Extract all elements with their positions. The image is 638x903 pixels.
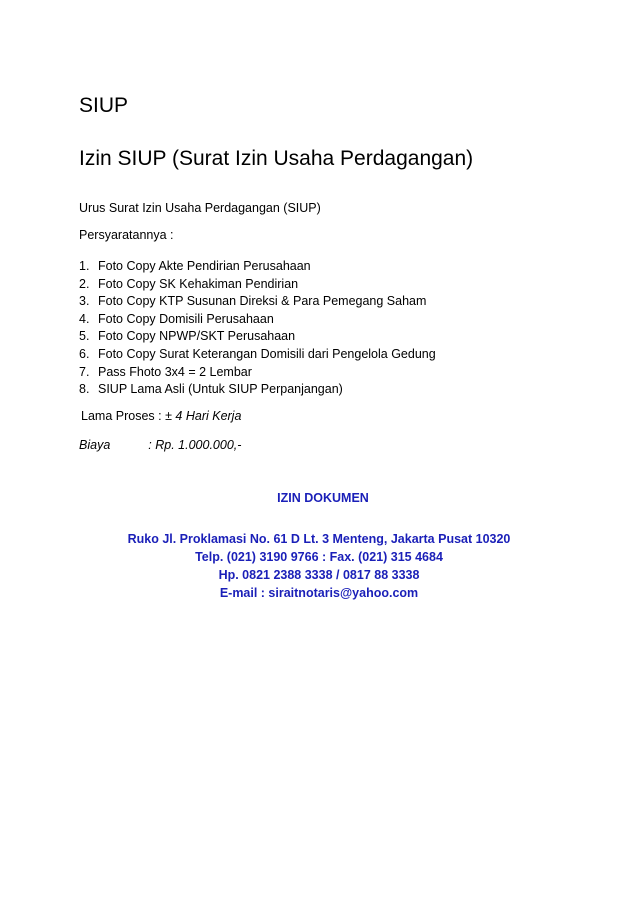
list-item-text: Foto Copy Akte Pendirian Perusahaan	[98, 259, 311, 273]
document-subtitle: Izin SIUP (Surat Izin Usaha Perdagangan)	[79, 147, 474, 170]
list-item-text: Pass Fhoto 3x4 = 2 Lembar	[98, 364, 252, 379]
list-item	[79, 346, 436, 364]
cost-label: Biaya	[79, 438, 111, 452]
contact-address: Ruko Jl. Proklamasi No. 61 D Lt. 3 Menteng, Jakarta Pusat 10320	[127, 532, 511, 546]
processing-time	[81, 408, 241, 424]
contact-phone: Telp. (021) 3190 9766 : Fax. (021) 315 4684	[195, 550, 443, 564]
processing-time-label: Lama Proses :	[81, 409, 162, 423]
list-item-number: 1.	[79, 259, 90, 273]
list-item	[79, 328, 436, 346]
list-item	[79, 311, 436, 329]
list-item-text: Foto Copy KTP Susunan Direksi & Para Pemegang Saham	[98, 294, 427, 309]
cost-line	[79, 437, 241, 453]
list-item	[79, 381, 436, 399]
list-item-text: Foto Copy Surat Keterangan Domisili dari Pengelola Gedung	[98, 346, 436, 361]
cost-separator: :	[148, 438, 152, 452]
list-item-number: 2.	[79, 276, 90, 291]
requirements-label: Persyaratannya :	[79, 228, 174, 242]
document-title: SIUP	[79, 94, 129, 117]
contact-email: E-mail : siraitnotaris@yahoo.com	[219, 586, 419, 600]
contact-block	[0, 530, 638, 602]
list-item	[79, 258, 436, 276]
list-item-text: Foto Copy Domisili Perusahaan	[98, 311, 274, 326]
list-item-text: SIUP Lama Asli (Untuk SIUP Perpanjangan)	[98, 382, 343, 397]
list-item-number: 8.	[79, 382, 90, 397]
list-item-number: 4.	[79, 311, 90, 326]
list-item	[79, 293, 436, 311]
list-item	[79, 276, 436, 294]
list-item-number: 6.	[79, 346, 90, 361]
list-item-text: Foto Copy NPWP/SKT Perusahaan	[98, 329, 296, 344]
processing-time-value: ± 4 Hari Kerja	[165, 409, 242, 423]
list-item-number: 5.	[79, 329, 90, 344]
list-item-number: 7.	[79, 364, 90, 379]
requirements-list	[79, 258, 436, 399]
contact-mobile: Hp. 0821 2388 3338 / 0817 88 3338	[218, 568, 420, 582]
company-name: IZIN DOKUMEN	[277, 491, 369, 505]
list-item-text: Foto Copy SK Kehakiman Pendirian	[98, 276, 299, 291]
cost-value: Rp. 1.000.000,-	[155, 438, 242, 452]
intro-text: Urus Surat Izin Usaha Perdagangan (SIUP)	[79, 201, 321, 215]
list-item-number: 3.	[79, 294, 90, 309]
list-item	[79, 364, 436, 382]
